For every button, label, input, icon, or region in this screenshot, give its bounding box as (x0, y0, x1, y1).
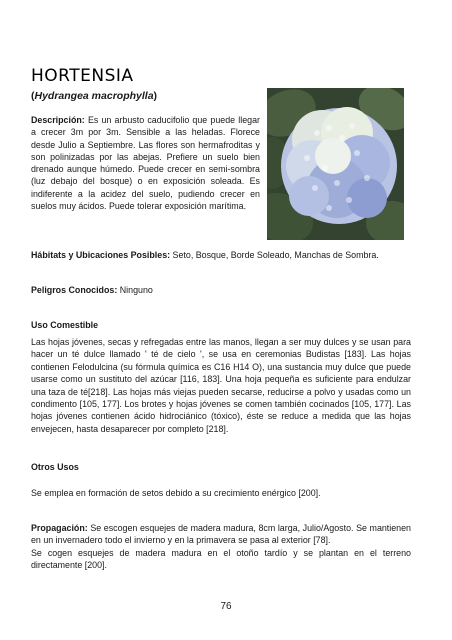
uso-comestible-heading: Uso Comestible (31, 320, 99, 330)
otros-usos-heading: Otros Usos (31, 462, 79, 472)
scientific-name: (Hydrangea macrophylla) (31, 90, 158, 102)
description-text: Es un arbusto caducifolio que puede llegar a crecer 3m por 3m. Sensible a las heladas. Florece desde Julio a Septiembre. Las flores son hermafroditas y son polinizadas por las abejas. Prefiere un suelo bien drenado aunque húmedo. Puede crecer en semi-sombra (luz debajo del bosque) o en exposición soleada. Es indiferente a la acidez del suelo, pudiendo crecer en suelos muy ácidos. Puede tolerar exposición marítima. (31, 115, 260, 212)
peligros-text: Ninguno (117, 285, 153, 295)
propagacion-label: Propagación: (31, 523, 88, 533)
propagacion-paragraph (31, 522, 411, 572)
scientific-name-text: Hydrangea macrophylla (34, 90, 154, 102)
habitats-line (31, 250, 411, 260)
habitats-text: Seto, Bosque, Borde Soleado, Manchas de Sombra. (170, 250, 379, 260)
description-paragraph (31, 114, 260, 212)
peligros-label: Peligros Conocidos: (31, 285, 118, 295)
page-title: HORTENSIA (31, 66, 134, 86)
description-label: Descripción: (31, 115, 85, 125)
otros-usos-text: Se emplea en formación de setos debido a su crecimiento enérgico [200]. (31, 488, 321, 498)
habitats-label: Hábitats y Ubicaciones Posibles: (31, 250, 171, 260)
page-number: 76 (220, 601, 232, 612)
hydrangea-illustration (267, 88, 404, 240)
peligros-line (31, 285, 411, 295)
propagacion-text-2: Se cogen esquejes de madera madura en el otoño tardío y se plantan en el terreno directamente [200]. (31, 547, 411, 571)
hydrangea-photo (267, 88, 404, 240)
propagacion-text-1: Se escogen esquejes de madera madura, 8cm larga, Julio/Agosto. Se mantienen en un invernadero todo el invierno y en la primavera se pasa al exterior [78]. (31, 523, 411, 546)
uso-comestible-text: Las hojas jóvenes, secas y refregadas entre las manos, llegan a ser muy dulces y se usan para hacer un té dulce llamado ' té de cielo ', se usa en ceremonias Budistas [183]. Las hojas contienen Felodulcina (su fórmula química es C16 H14 O), una sustancia muy dulce que puede usarse como un sustituto del azúcar [116, 183]. Una hoja pequeña es suficiente para endulzar una taza de té[218]. Las hojas más viejas pueden secarse, reducirse a polvo y usadas como un condimento [105, 177]. Los brotes y hojas jóvenes se comen también cocinados [105, 177]. Las hojas jóvenes contienen ácido hidrociánico (tóxico), éste se reduce a medida que las hojas envejecen, hasta desaparecer por completo [218]. (31, 337, 411, 434)
